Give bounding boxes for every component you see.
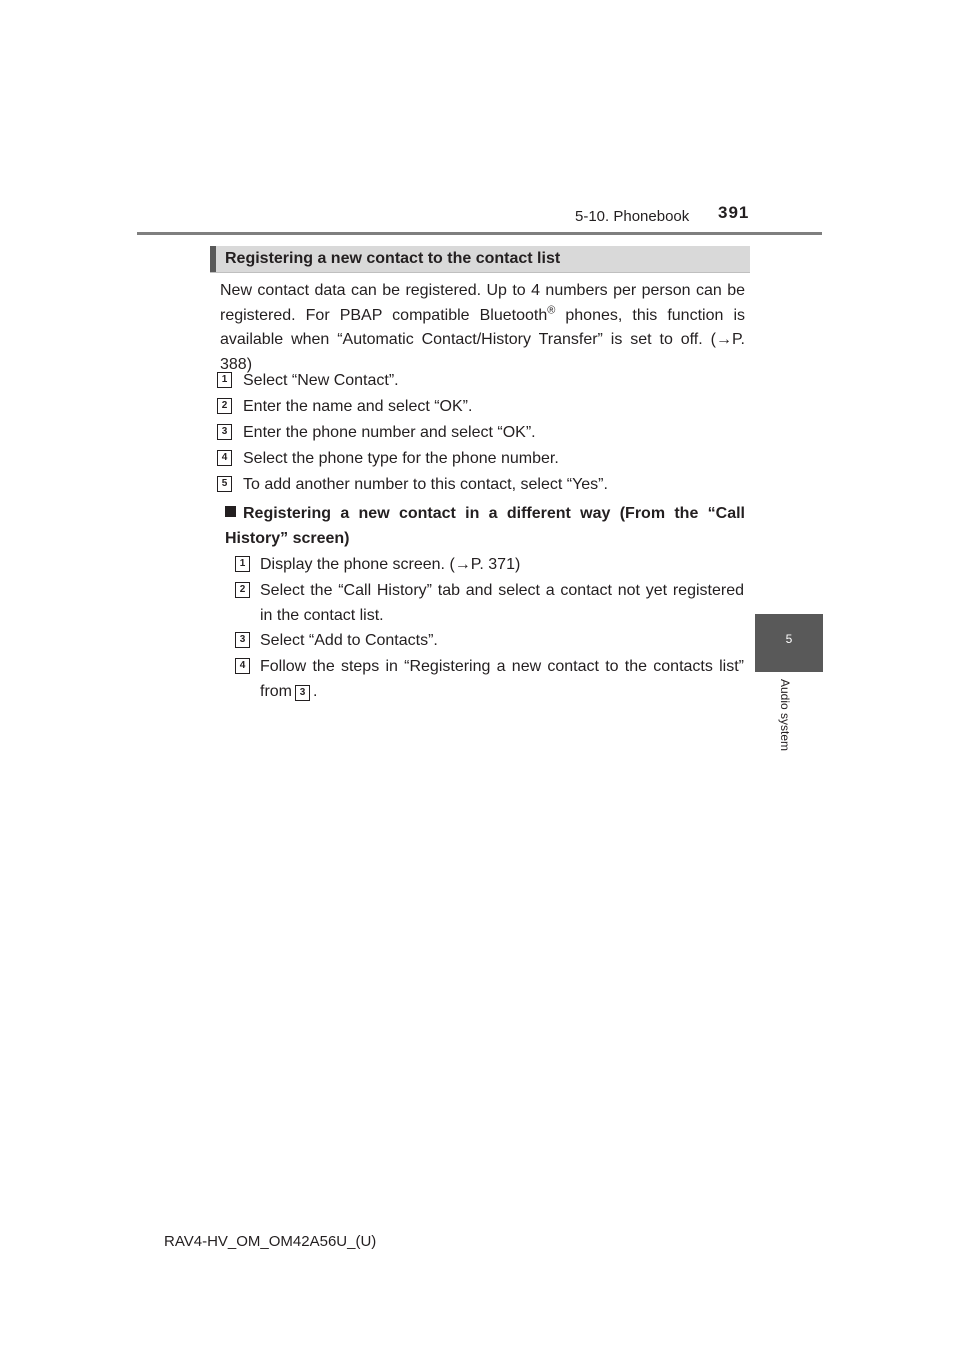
arrow-icon: →	[454, 556, 471, 573]
step-text-part: Follow the steps in “Registering a new contact to the contacts list” from	[260, 658, 744, 700]
step-text: Select “Add to Contacts”.	[260, 632, 438, 649]
step-number-badge: 2	[217, 398, 232, 414]
chapter-tab-label: Audio system	[778, 678, 792, 752]
page-reference-link[interactable]: P. 388)	[220, 331, 745, 373]
subsection-heading	[225, 502, 745, 551]
intro-text-1: New contact data can be registered. Up to 4 numbers per person can be registered. For PBAP compatible Bluetooth	[220, 282, 745, 324]
section-heading-text: Registering a new contact to the contact list	[225, 250, 561, 267]
section-heading-bar	[210, 246, 216, 272]
step-text	[260, 655, 744, 704]
step-number-badge: 5	[217, 476, 232, 492]
step-number-badge: 1	[235, 556, 250, 572]
page-number: 391	[718, 203, 750, 222]
header-rule	[137, 232, 822, 235]
square-bullet-icon	[225, 506, 236, 517]
subsection-heading-text: Registering a new contact in a different way (From the “Call History” screen)	[225, 505, 745, 547]
step-text: Select “New Contact”.	[243, 372, 399, 389]
step-reference-badge: 3	[295, 685, 310, 701]
step-number-badge: 4	[235, 658, 250, 674]
step-text: Enter the phone number and select “OK”.	[243, 424, 536, 441]
running-header-section: 5-10. Phonebook	[575, 208, 690, 225]
step-number-badge: 3	[235, 632, 250, 648]
intro-paragraph	[220, 279, 745, 377]
step-number-badge: 2	[235, 582, 250, 598]
step-text-end: .	[313, 682, 318, 700]
step-text	[260, 553, 520, 578]
page-reference-link[interactable]: P. 371)	[470, 556, 521, 573]
step-text: Select the “Call History” tab and select a contact not yet registered in the contact list.	[260, 582, 744, 624]
intro-text-2: phones, this function is available when “Automatic Contact/History Transfer” is set to off. (	[220, 306, 745, 348]
arrow-icon: →	[715, 331, 732, 348]
step-number-badge: 1	[217, 372, 232, 388]
chapter-tab: 5	[755, 614, 823, 672]
registered-mark: ®	[547, 304, 556, 317]
step-text-part: Display the phone screen. (	[260, 556, 455, 573]
document-code-footer: RAV4-HV_OM_OM42A56U_(U)	[164, 1233, 377, 1250]
step-text: Enter the name and select “OK”.	[243, 398, 473, 415]
section-heading	[210, 246, 750, 273]
step-number-badge: 3	[217, 424, 232, 440]
step-text: To add another number to this contact, select “Yes”.	[243, 476, 608, 493]
step-text: Select the phone type for the phone number.	[243, 450, 559, 467]
step-number-badge: 4	[217, 450, 232, 466]
